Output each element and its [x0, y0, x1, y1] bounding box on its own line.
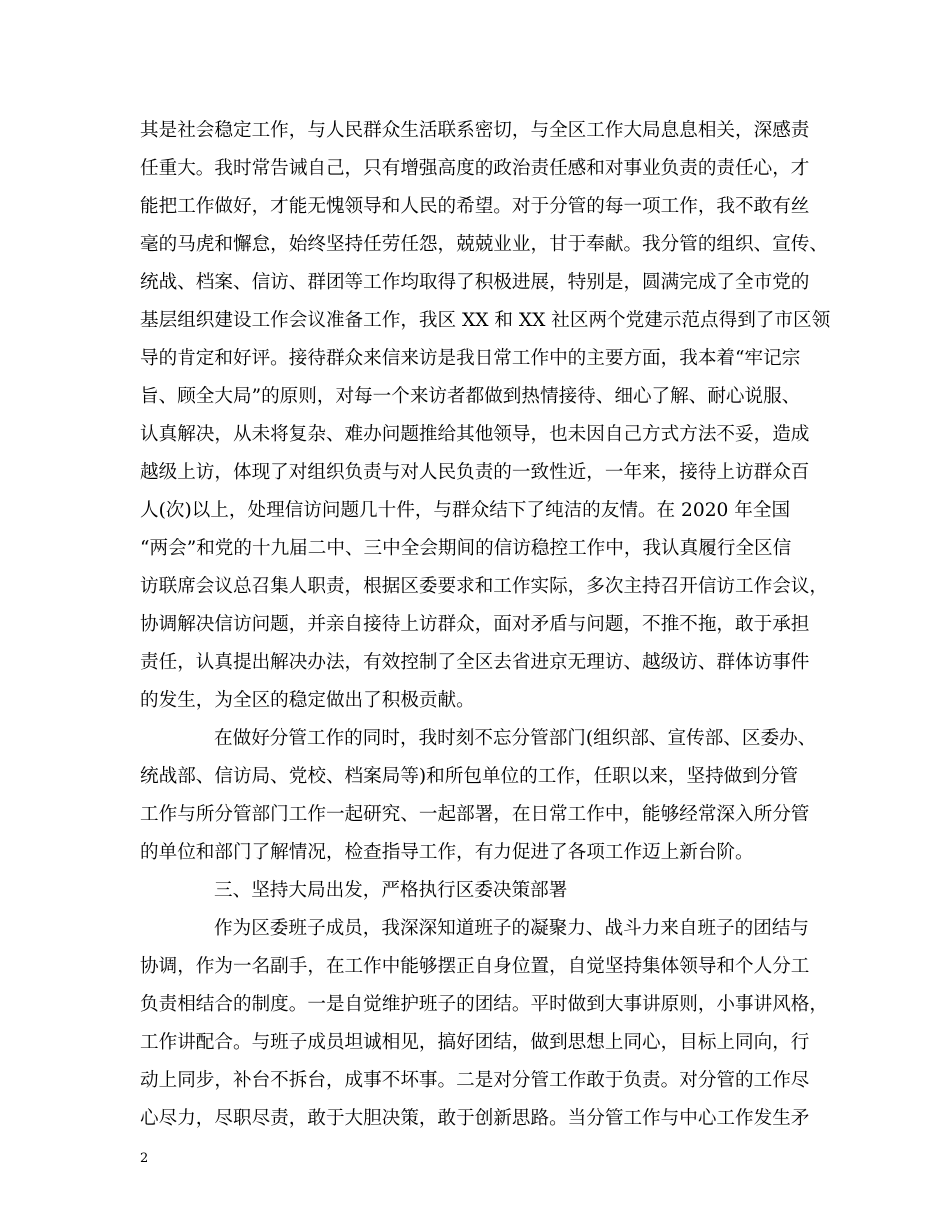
- text-line: 负责相结合的制度。一是自觉维护班子的团结。平时做到大事讲原则，小事讲风格，: [140, 994, 828, 1015]
- text-line: 毫的马虎和懈怠，始终坚持任劳任怨，兢兢业业，甘于奉献。我分管的组织、宣传、: [140, 234, 828, 255]
- text-line: 人(次)以上，处理信访问题几十件，与群众结下了纯洁的友情。在 2020 年全国: [140, 500, 791, 521]
- text-line: 协调，作为一名副手，在工作中能够摆正自身位置，自觉坚持集体领导和个人分工: [140, 956, 810, 977]
- text-line: 统战、档案、信访、群团等工作均取得了积极进展，特别是，圆满完成了全市党的: [140, 272, 810, 293]
- text-line: “两会”和党的十九届二中、三中全会期间的信访稳控工作中，我认真履行全区信: [140, 538, 792, 559]
- text-line: 访联席会议总召集人职责，根据区委要求和工作实际，多次主持召开信访工作会议，: [140, 576, 828, 597]
- paragraph-first-line: 作为区委班子成员，我深深知道班子的凝聚力、战斗力来自班子的团结与: [214, 918, 810, 939]
- text-line: 越级上访，体现了对组织负责与对人民负责的一致性近，一年来，接待上访群众百: [140, 462, 810, 483]
- text-line: 动上同步，补台不拆台，成事不坏事。二是对分管工作敢于负责。对分管的工作尽: [140, 1070, 810, 1091]
- text-line: 任重大。我时常告诫自己，只有增强高度的政治责任感和对事业负责的责任心，才: [140, 158, 810, 179]
- body-text: [140, 112, 831, 1138]
- text-line: 责任，认真提出解决办法，有效控制了全区去省进京无理访、越级访、群体访事件: [140, 652, 810, 673]
- text-line: 旨、顾全大局”的原则，对每一个来访者都做到热情接待、细心了解、耐心说服、: [140, 386, 801, 407]
- text-line: 的单位和部门了解情况，检查指导工作，有力促进了各项工作迈上新台阶。: [140, 842, 754, 863]
- section-heading: 三、坚持大局出发，严格执行区委决策部署: [214, 880, 568, 901]
- text-line: 协调解决信访问题，并亲自接待上访群众，面对矛盾与问题，不推不拖，敢于承担: [140, 614, 810, 635]
- text-line: 统战部、信访局、党校、档案局等)和所包单位的工作，任职以来，坚持做到分管: [140, 766, 799, 787]
- text-line: 能把工作做好，才能无愧领导和人民的希望。对于分管的每一项工作，我不敢有丝: [140, 196, 810, 217]
- text-line: 心尽力，尽职尽责，敢于大胆决策，敢于创新思路。当分管工作与中心工作发生矛: [140, 1108, 810, 1129]
- page-number: 2: [140, 1151, 149, 1166]
- text-line: 工作讲配合。与班子成员坦诚相见，搞好团结，做到思想上同心，目标上同向，行: [140, 1032, 810, 1053]
- text-line: 基层组织建设工作会议准备工作，我区 XX 和 XX 社区两个党建示范点得到了市区领: [140, 310, 831, 331]
- text-line: 导的肯定和好评。接待群众来信来访是我日常工作中的主要方面，我本着“牢记宗: [140, 348, 801, 369]
- text-line: 其是社会稳定工作，与人民群众生活联系密切，与全区工作大局息息相关，深感责: [140, 120, 810, 141]
- text-line: 认真解决，从未将复杂、难办问题推给其他领导，也未因自己方式方法不妥，造成: [140, 424, 810, 445]
- text-line: 的发生，为全区的稳定做出了积极贡献。: [140, 690, 475, 711]
- paragraph-first-line: 在做好分管工作的同时，我时刻不忘分管部门(组织部、宣传部、区委办、: [214, 728, 817, 749]
- text-line: 工作与所分管部门工作一起研究、一起部署，在日常工作中，能够经常深入所分管: [140, 804, 810, 825]
